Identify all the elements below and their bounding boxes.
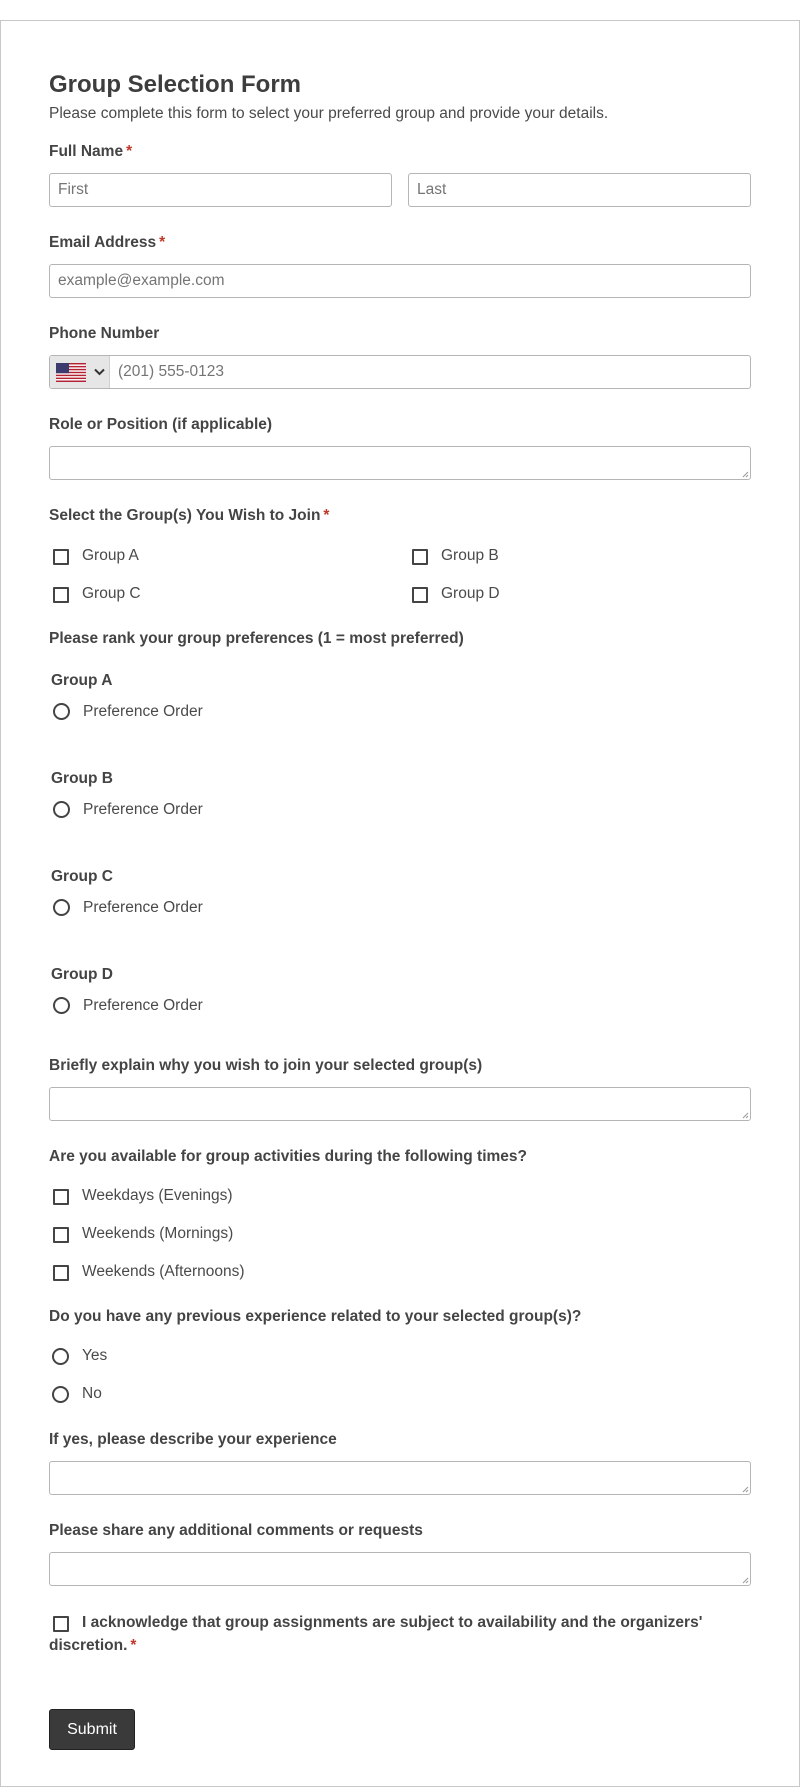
us-flag-icon bbox=[56, 363, 86, 382]
rank-group-a-label: Group A bbox=[51, 672, 113, 689]
rank-group-c-option: Preference Order bbox=[83, 899, 203, 916]
rank-group-b-option: Preference Order bbox=[83, 801, 203, 818]
phone-input[interactable] bbox=[110, 356, 750, 388]
experience-yes-radio[interactable] bbox=[52, 1348, 69, 1365]
groups-label bbox=[49, 507, 329, 525]
ranking-label: Please rank your group preferences (1 = most preferred) bbox=[49, 630, 464, 647]
phone-field bbox=[49, 355, 751, 389]
required-marker: * bbox=[323, 507, 330, 524]
experience-desc-textarea[interactable] bbox=[49, 1461, 751, 1495]
full-name-label-text: Full Name bbox=[49, 143, 124, 160]
weekdays-evenings-label: Weekdays (Evenings) bbox=[82, 1187, 233, 1204]
rank-group-c-label: Group C bbox=[51, 868, 113, 885]
acknowledge-label-line2 bbox=[49, 1637, 136, 1655]
group-b-option-label: Group B bbox=[441, 547, 499, 564]
email-label bbox=[49, 234, 165, 252]
submit-button[interactable]: Submit bbox=[49, 1709, 135, 1750]
form-title: Group Selection Form bbox=[49, 71, 302, 98]
weekends-mornings-checkbox[interactable] bbox=[53, 1227, 69, 1243]
rank-group-d-label: Group D bbox=[51, 966, 113, 983]
comments-label: Please share any additional comments or requests bbox=[49, 1522, 423, 1539]
why-label: Briefly explain why you wish to join your selected group(s) bbox=[49, 1057, 483, 1074]
last-name-input[interactable] bbox=[408, 173, 751, 207]
role-label: Role or Position (if applicable) bbox=[49, 416, 273, 433]
rank-group-b-radio[interactable] bbox=[53, 801, 70, 818]
first-name-input[interactable] bbox=[49, 173, 392, 207]
chevron-down-icon bbox=[94, 368, 105, 376]
availability-label: Are you available for group activities during the following times? bbox=[49, 1148, 527, 1165]
experience-desc-label: If yes, please describe your experience bbox=[49, 1431, 337, 1448]
resize-handle-icon[interactable] bbox=[741, 1111, 749, 1119]
comments-textarea[interactable] bbox=[49, 1552, 751, 1586]
group-a-checkbox[interactable] bbox=[53, 549, 69, 565]
weekends-afternoons-checkbox[interactable] bbox=[53, 1265, 69, 1281]
role-textarea[interactable] bbox=[49, 446, 751, 480]
group-c-option-label: Group C bbox=[82, 585, 141, 602]
weekdays-evenings-checkbox[interactable] bbox=[53, 1189, 69, 1205]
experience-no-label: No bbox=[82, 1385, 102, 1402]
acknowledge-label-line2-text: discretion. bbox=[49, 1637, 128, 1654]
resize-handle-icon[interactable] bbox=[741, 470, 749, 478]
email-label-text: Email Address bbox=[49, 234, 157, 251]
required-marker: * bbox=[126, 143, 133, 160]
group-d-checkbox[interactable] bbox=[412, 587, 428, 603]
group-c-checkbox[interactable] bbox=[53, 587, 69, 603]
weekends-afternoons-label: Weekends (Afternoons) bbox=[82, 1263, 245, 1280]
group-d-option-label: Group D bbox=[441, 585, 500, 602]
form-subtitle: Please complete this form to select your preferred group and provide your details. bbox=[49, 105, 609, 122]
rank-group-b-label: Group B bbox=[51, 770, 113, 787]
resize-handle-icon[interactable] bbox=[741, 1485, 749, 1493]
phone-label: Phone Number bbox=[49, 325, 160, 342]
full-name-label bbox=[49, 143, 132, 161]
experience-label: Do you have any previous experience related to your selected group(s)? bbox=[49, 1308, 582, 1325]
email-input[interactable] bbox=[49, 264, 751, 298]
required-marker: * bbox=[130, 1637, 137, 1654]
groups-label-text: Select the Group(s) You Wish to Join bbox=[49, 507, 321, 524]
why-textarea[interactable] bbox=[49, 1087, 751, 1121]
rank-group-d-option: Preference Order bbox=[83, 997, 203, 1014]
rank-group-d-radio[interactable] bbox=[53, 997, 70, 1014]
group-a-option-label: Group A bbox=[82, 547, 139, 564]
rank-group-a-radio[interactable] bbox=[53, 703, 70, 720]
weekends-mornings-label: Weekends (Mornings) bbox=[82, 1225, 234, 1242]
acknowledge-checkbox[interactable] bbox=[53, 1616, 69, 1632]
experience-yes-label: Yes bbox=[82, 1347, 108, 1364]
group-b-checkbox[interactable] bbox=[412, 549, 428, 565]
rank-group-a-option: Preference Order bbox=[83, 703, 203, 720]
form-card bbox=[0, 20, 800, 1787]
resize-handle-icon[interactable] bbox=[741, 1576, 749, 1584]
country-selector[interactable] bbox=[50, 356, 110, 388]
experience-no-radio[interactable] bbox=[52, 1386, 69, 1403]
required-marker: * bbox=[159, 234, 166, 251]
rank-group-c-radio[interactable] bbox=[53, 899, 70, 916]
acknowledge-label-line1: I acknowledge that group assignments are subject to availability and the organizers' bbox=[82, 1614, 703, 1631]
